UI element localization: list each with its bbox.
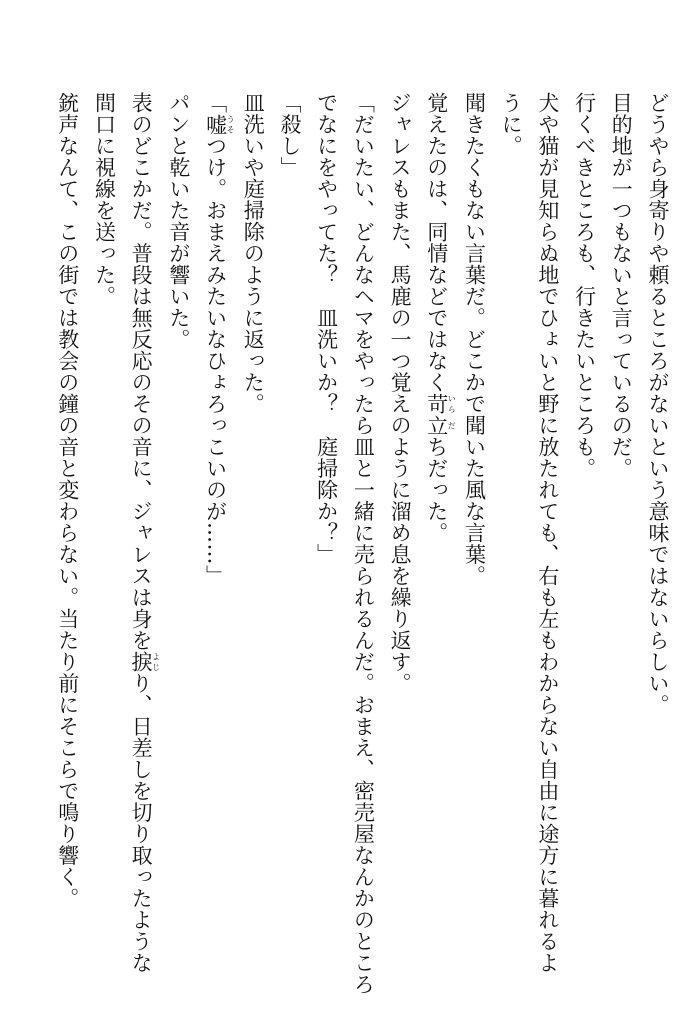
text-line-5: うに。 bbox=[499, 92, 524, 157]
ruby-yoji: 捩よじ bbox=[129, 651, 161, 673]
ruby-uso: 嘘うそ bbox=[203, 113, 236, 135]
text-line-3: 行くべきところも、行きたいところも。 bbox=[572, 92, 597, 479]
text-line-11: 「殺し」 bbox=[277, 92, 302, 178]
text-line-17: 銃声なんて、この街では教会の鐘の音と変わらない。当たり前にそこらで鳴り響く。 bbox=[55, 92, 80, 909]
text-line-9: 「だいたい、どんなヘマをやったら皿と一緒に売られるんだ。おまえ、密売屋なんかのところ bbox=[351, 92, 376, 995]
text-line-2: 目的地が一つもないと言っているのだ。 bbox=[609, 92, 634, 479]
text-line-10: でなにをやってた？ 皿洗いか？ 庭掃除か？」 bbox=[314, 92, 339, 565]
text-line-4: 犬や猫が見知らぬ地でひょいと野に放たれても、右も左もわからない自由に途方に暮れるよ bbox=[535, 92, 560, 974]
text-line-7: 覚えたのは、同情などではなく苛いら立だちだった。 bbox=[424, 92, 457, 544]
text-line-15: 表のどこかだ。普段は無反応のその音に、ジャレスは身を捩よじり、日差しを切り取ったような bbox=[129, 92, 161, 974]
text-line-8: ジャレスもまた、馬鹿の一つ覚えのように溜め息を繰り返す。 bbox=[388, 92, 413, 694]
vertical-text-block bbox=[49, 92, 676, 995]
text-line-12: 皿洗いや庭掃除のように返った。 bbox=[241, 92, 266, 415]
text-line-16: 間口に視線を送った。 bbox=[92, 92, 117, 307]
ruby-iradachi-2: 立だ bbox=[424, 414, 457, 436]
ruby-iradachi: 苛いら bbox=[424, 393, 457, 415]
text-line-6: 聞きたくもない言葉だ。どこかで聞いた風な言葉。 bbox=[462, 92, 487, 587]
text-line-14: パンと乾いた音が響いた。 bbox=[166, 92, 191, 350]
text-line-13: 「嘘うそつけ。おまえみたいなひょろっこいのが……」 bbox=[203, 92, 236, 587]
text-line-1: どうやら身寄りや頼るところがないという意味ではないらしい。 bbox=[646, 92, 670, 716]
